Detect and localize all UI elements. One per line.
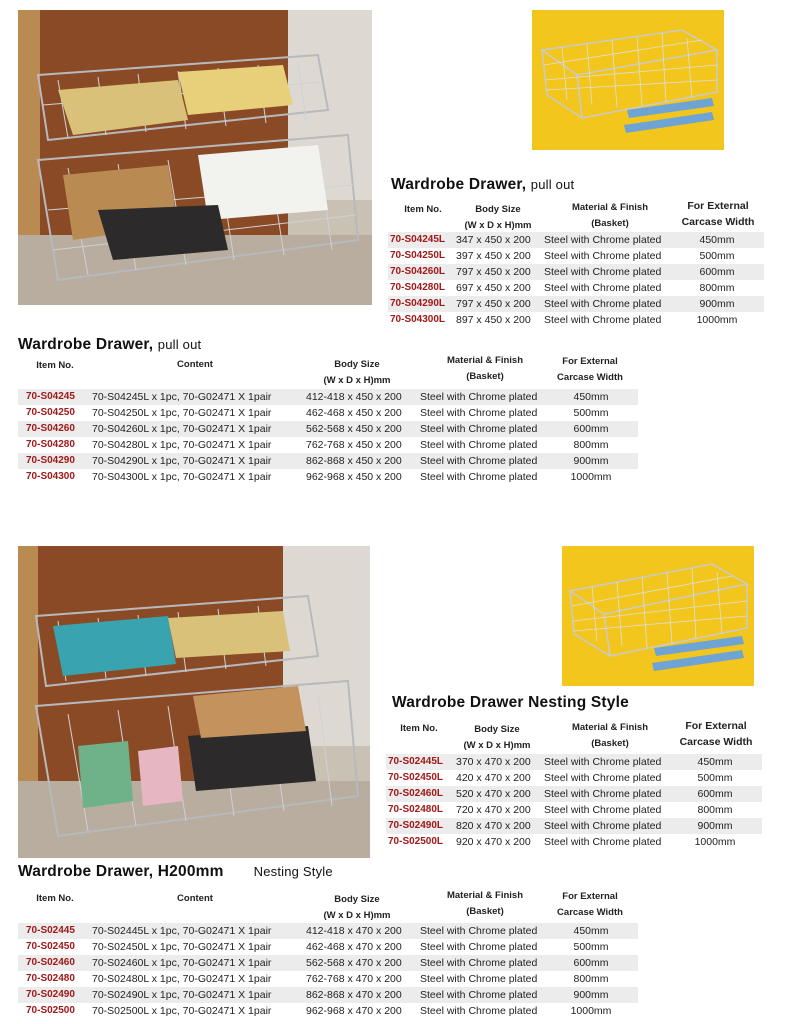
table-row: 70-S02490L 820 x 470 x 200 Steel with Chrome plated 900mm <box>386 818 762 834</box>
s2-header-material: Material & Finish (Basket) <box>446 355 523 382</box>
table-row: 70-S02460 70-S02460L x 1pc, 70-G02471 X 1pair 562-568 x 470 x 200 Steel with Chrome plated 600mm <box>18 955 638 971</box>
table-row: 70-S04250 70-S04250L x 1pc, 70-G02471 X 1pair 462-468 x 450 x 200 Steel with Chrome plated 500mm <box>26 407 609 419</box>
s4-header-item: Item No. <box>36 893 74 904</box>
table-row: 70-S02445 70-S02445L x 1pc, 70-G02471 X 1pair 412-418 x 470 x 200 Steel with Chrome plated 450mm <box>18 923 638 939</box>
drawer-basket-product-photo-2 <box>562 546 754 686</box>
s1-header-material: Material & Finish (Basket) <box>571 202 648 229</box>
table-row: 70-S04280L 697 x 450 x 200 Steel with Chrome plated 800mm <box>390 282 735 294</box>
table-row: 70-S04260L 797 x 450 x 200 Steel with Chrome plated 600mm <box>388 264 764 280</box>
table-row: 70-S04260 70-S04260L x 1pc, 70-G02471 X 1pair 562-568 x 450 x 200 Steel with Chrome plated 600mm <box>18 421 638 437</box>
s3-header-width: For External Carcase Width <box>679 720 753 748</box>
section1-title: Wardrobe Drawer, pull out <box>391 176 575 193</box>
table-row: 70-S04245 70-S04245L x 1pc, 70-G02471 X 1pair 412-418 x 450 x 200 Steel with Chrome plated 450mm <box>18 389 638 405</box>
s1-header-width: For External Carcase Width <box>681 200 755 228</box>
section4-title: Wardrobe Drawer, H200mm Nesting Style <box>18 863 333 880</box>
table-row: 70-S04245L 347 x 450 x 200 Steel with Chrome plated 450mm <box>388 232 764 248</box>
s3-header-material: Material & Finish (Basket) <box>571 722 648 749</box>
table-row: 70-S02500 70-S02500L x 1pc, 70-G02471 X 1pair 962-968 x 470 x 200 Steel with Chrome plated 1000mm <box>26 1005 612 1017</box>
table-row: 70-S04290 70-S04290L x 1pc, 70-G02471 X 1pair 862-868 x 450 x 200 Steel with Chrome plated 900mm <box>18 453 638 469</box>
table-row: 70-S02460L 520 x 470 x 200 Steel with Chrome plated 600mm <box>386 786 762 802</box>
s2-header-size: Body Size (W x D x H)mm <box>323 359 391 386</box>
table-row: 70-S02490 70-S02490L x 1pc, 70-G02471 X 1pair 862-868 x 470 x 200 Steel with Chrome plated 900mm <box>18 987 638 1003</box>
table-row: 70-S04290L 797 x 450 x 200 Steel with Chrome plated 900mm <box>388 296 764 312</box>
wardrobe-drawer-room-photo-2 <box>18 546 370 858</box>
table-row: 70-S02480L 720 x 470 x 200 Steel with Chrome plated 800mm <box>388 804 733 816</box>
table-row: 70-S04300L 897 x 450 x 200 Steel with Chrome plated 1000mm <box>390 314 738 326</box>
s4-header-material: Material & Finish (Basket) <box>446 890 523 917</box>
drawer-basket-product-photo-1 <box>532 10 724 150</box>
table-row: 70-S02450 70-S02450L x 1pc, 70-G02471 X 1pair 462-468 x 470 x 200 Steel with Chrome plated 500mm <box>26 941 609 953</box>
table-row: 70-S04250L 397 x 450 x 200 Steel with Chrome plated 500mm <box>390 250 735 262</box>
table-row: 70-S02450L 420 x 470 x 200 Steel with Chrome plated 500mm <box>388 772 733 784</box>
s2-header-content: Content <box>177 359 213 370</box>
s4-header-size: Body Size (W x D x H)mm <box>323 894 391 921</box>
s3-header-item: Item No. <box>400 723 438 734</box>
section2-title: Wardrobe Drawer, pull out <box>18 336 202 353</box>
s2-header-item: Item No. <box>36 360 74 371</box>
s1-header-item: Item No. <box>404 204 442 215</box>
table-row: 70-S02480 70-S02480L x 1pc, 70-G02471 X 1pair 762-768 x 470 x 200 Steel with Chrome plated 800mm <box>26 973 609 985</box>
wardrobe-drawer-room-photo-1 <box>18 10 372 305</box>
table-row: 70-S02500L 920 x 470 x 200 Steel with Chrome plated 1000mm <box>388 836 736 848</box>
s4-header-width: For External Carcase Width <box>557 891 623 918</box>
table-row: 70-S04280 70-S04280L x 1pc, 70-G02471 X 1pair 762-768 x 450 x 200 Steel with Chrome plated 800mm <box>26 439 609 451</box>
table-row: 70-S04300 70-S04300L x 1pc, 70-G02471 X 1pair 962-968 x 450 x 200 Steel with Chrome plated 1000mm <box>26 471 612 483</box>
section3-title: Wardrobe Drawer Nesting Style <box>392 694 629 711</box>
s3-header-size: Body Size (W x D x H)mm <box>463 724 531 751</box>
s4-header-content: Content <box>177 893 213 904</box>
s1-header-size: Body Size (W x D x H)mm <box>464 204 532 231</box>
s2-header-width: For External Carcase Width <box>557 356 623 383</box>
table-row: 70-S02445L 370 x 470 x 200 Steel with Chrome plated 450mm <box>386 754 762 770</box>
